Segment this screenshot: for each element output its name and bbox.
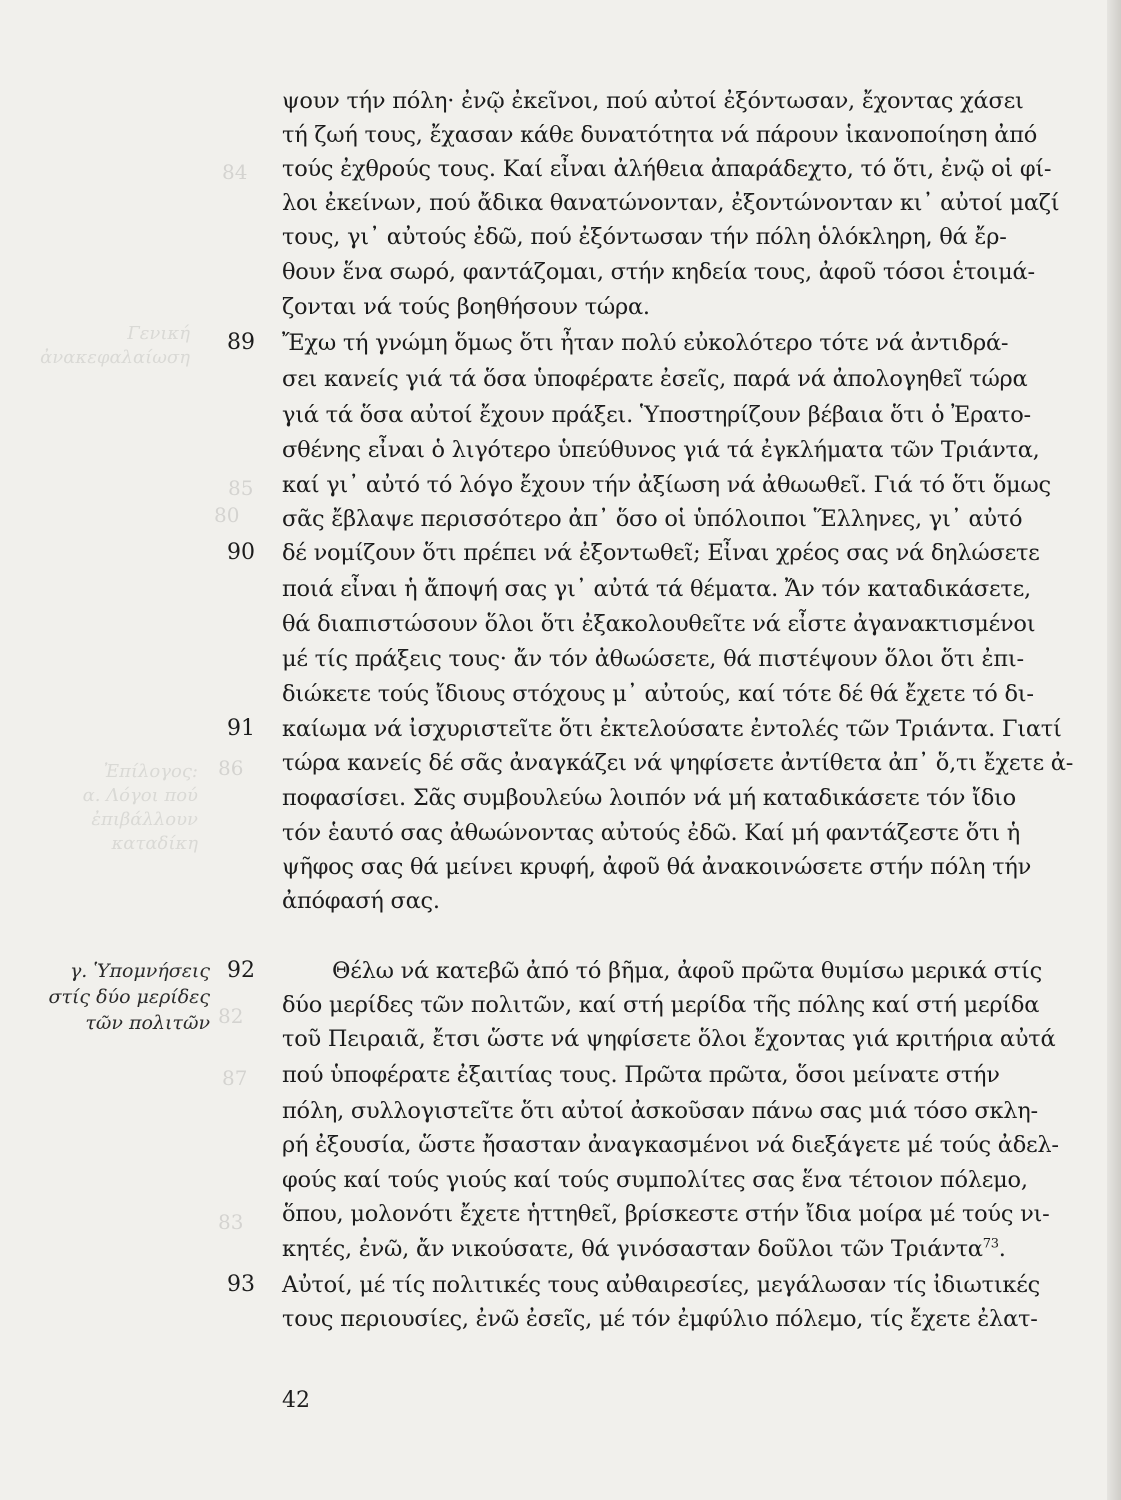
text-line: φούς καί τούς γιούς καί τούς συμπολίτες σας ἕνα τέτοιον πόλεμο, [282,1167,1028,1193]
side-note-line: τῶν πολιτῶν [85,1012,210,1034]
show-through-number: 83 [218,1210,244,1234]
text-line: λοι ἐκείνων, πού ἄδικα θανατώνονταν, ἐξοντώνονταν κι᾽ αὐτοί μαζί [282,190,1060,216]
text-line: πόλη, συλλογιστεῖτε ὅτι αὐτοί ἀσκοῦσαν πάνω σας μιά τόσο σκλη- [282,1098,1038,1124]
show-through-number: 84 [222,160,248,184]
text-line-with-footnote [282,1232,1065,1266]
text-line: σθένης εἶναι ὁ λιγότερο ὑπεύθυνος γιά τά ἐγκλήματα τῶν Τριάντα, [282,437,1040,463]
footnote-reference: 73 [982,1236,999,1252]
text-line: ψουν τήν πόλη· ἐνῷ ἐκεῖνοι, πού αὐτοί ἐξόντωσαν, ἔχοντας χάσει [282,88,1024,114]
text-line: δέ νομίζουν ὅτι πρέπει νά ἐξοντωθεῖ; Εἶναι χρέος σας νά δηλώσετε [282,540,1040,566]
text-line: τή ζωή τους, ἔχασαν κάθε δυνατότητα νά πάρουν ἱκανοποίηση ἀπό [282,122,1038,148]
side-note [40,958,210,1036]
text-line: θουν ἕνα σωρό, φαντάζομαι, στήν κηδεία τους, ἀφοῦ τόσοι ἑτοιμά- [282,259,1035,285]
text-line: ποφασίσει. Σᾶς συμβουλεύω λοιπόν νά μή καταδικάσετε τόν ἴδιο [282,785,1016,811]
text-line: ποιά εἶναι ἡ ἄποψή σας γι᾽ αὐτά τά θέματα. Ἄν τόν καταδικάσετε, [282,576,1031,602]
text-line: διώκετε τούς ἴδιους στόχους μ᾽ αὐτούς, καί τότε δέ θά ἔχετε τό δι- [282,681,1034,707]
show-through-number: 85 [228,476,254,500]
text-line: σει κανείς γιά τά ὅσα ὑποφέρατε ἐσεῖς, παρά νά ἀπολογηθεῖ τώρα [282,366,1028,392]
text-line: πού ὑποφέρατε ἐξαιτίας τους. Πρῶτα πρῶτα, ὅσοι μείνατε στήν [282,1062,1000,1088]
show-through-note-b [28,760,198,856]
text-line: γιά τά ὅσα αὐτοί ἔχουν πράξει. Ὑποστηρίζουν βέβαια ὅτι ὁ Ἐρατο- [282,402,1031,428]
text-line: ρή ἐξουσία, ὥστε ἤσασταν ἀναγκασμένοι νά διεξάγετε μέ τούς ἀδελ- [282,1132,1059,1158]
text-line: ζονται νά τούς βοηθήσουν τώρα. [282,294,650,320]
section-number: 92 [227,958,255,983]
text-line: καίωμα νά ἰσχυριστεῖτε ὅτι ἐκτελούσατε ἐντολές τῶν Τριάντα. Γιατί [282,716,1062,742]
text-line: τόν ἑαυτό σας ἀθωώνοντας αὐτούς ἐδῶ. Καί μή φαντάζεστε ὅτι ἡ [282,820,1020,846]
page-number: 42 [282,1388,310,1413]
show-through-number: 87 [222,1066,248,1090]
text-line: τώρα κανείς δέ σᾶς ἀναγκάζει νά ψηφίσετε ἀντίθετα ἀπ᾽ ὅ,τι ἔχετε ἀ- [282,750,1074,776]
footnote-reference-suffix: . [998,1236,1006,1262]
section-number: 91 [227,716,255,741]
show-through-number: 86 [218,756,244,780]
text-line: Αὐτοί, μέ τίς πολιτικές τους αὐθαιρεσίες, μεγάλωσαν τίς ἰδιωτικές [282,1272,1040,1298]
text-line: τους περιουσίες, ἐνῶ ἐσεῖς, μέ τόν ἐμφύλιο πόλεμο, τίς ἔχετε ἐλατ- [282,1306,1038,1332]
side-note-line: γ. Ὑπομνήσεις [69,960,210,982]
text-line: ἀπόφασή σας. [282,888,440,914]
text-line: μέ τίς πράξεις τους· ἄν τόν ἀθωώσετε, θά πιστέψουν ὅλοι ὅτι ἐπι- [282,646,1024,672]
section-number: 89 [227,330,255,355]
show-through-number: 80 [214,503,240,527]
text-line: κητές, ἐνῶ, ἄν νικούσατε, θά γινόσασταν δοῦλοι τῶν Τριάντα [282,1236,983,1262]
text-line: τούς ἐχθρούς τους. Καί εἶναι ἀλήθεια ἀπαράδεχτο, τό ὅτι, ἐνῷ οἱ φί- [282,156,1052,182]
text-line: τους, γι᾽ αὐτούς ἐδῶ, πού ἐξόντωσαν τήν πόλη ὁλόκληρη, θά ἔρ- [282,224,1007,250]
show-through-number: 82 [218,1004,244,1028]
side-note-line: στίς δύο μερίδες [48,986,210,1008]
show-through-note-a [20,322,190,370]
text-line: σᾶς ἔβλαψε περισσότερο ἀπ᾽ ὅσο οἱ ὑπόλοιποι Ἕλληνες, γι᾽ αὐτό [282,506,1023,532]
show-through-note-a-line: Γενική [127,323,190,344]
show-through-note-b-line: καταδίκη [111,833,198,854]
text-line: ὅπου, μολονότι ἔχετε ἡττηθεῖ, βρίσκεστε στήν ἴδια μοίρα μέ τούς νι- [282,1201,1050,1227]
text-line: Ἔχω τή γνώμη ὅμως ὅτι ἦταν πολύ εὐκολότερο τότε νά ἀντιδρά- [282,330,1009,356]
show-through-note-b-line: Ἐπίλογος: [103,761,198,782]
text-line: θά διαπιστώσουν ὅλοι ὅτι ἐξακολουθεῖτε νά εἶστε ἀγανακτισμένοι [282,611,1036,637]
show-through-note-a-line: ἀνακεφαλαίωση [40,347,190,368]
text-line: καί γι᾽ αὐτό τό λόγο ἔχουν τήν ἀξίωση νά ἀθωωθεῖ. Γιά τό ὅτι ὅμως [282,472,1051,498]
show-through-note-b-line: ἐπιβάλλουν [91,809,198,830]
page-edge [1107,0,1121,1500]
text-line: ψῆφος σας θά μείνει κρυφή, ἀφοῦ θά ἀνακοινώσετε στήν πόλη τήν [282,854,1032,880]
show-through-note-b-line: α. Λόγοι πού [82,785,198,806]
text-line: δύο μερίδες τῶν πολιτῶν, καί στή μερίδα τῆς πόλης καί στή μερίδα [282,992,1040,1018]
text-line: τοῦ Πειραιᾶ, ἔτσι ὥστε νά ψηφίσετε ὅλοι ἔχοντας γιά κριτήρια αὐτά [282,1026,1056,1052]
section-number: 93 [227,1272,255,1297]
text-line: Θέλω νά κατεβῶ ἀπό τό βῆμα, ἀφοῦ πρῶτα θυμίσω μερικά στίς [332,958,1042,984]
section-number: 90 [227,540,255,565]
